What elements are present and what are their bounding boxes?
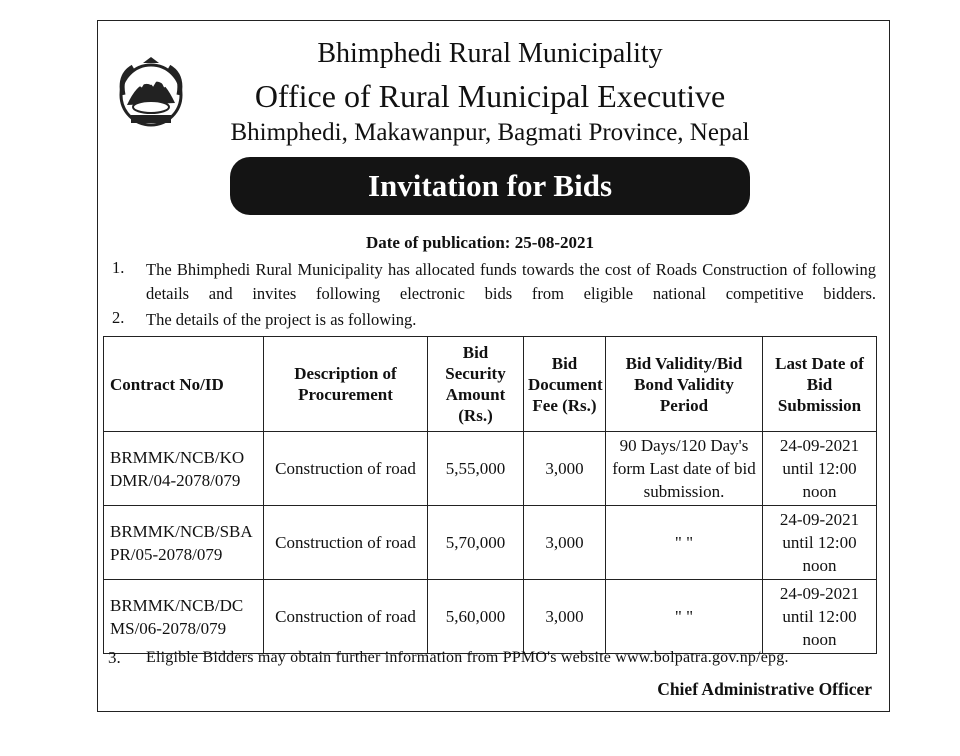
column-header: Bid Document Fee (Rs.) [524, 337, 606, 432]
point-text: The details of the project is as following. [146, 310, 417, 329]
office-address: Bhimphedi, Makawanpur, Bagmati Province, Nepal [230, 119, 750, 146]
bid-details-table [103, 336, 877, 654]
table-row [104, 506, 877, 580]
publication-date: Date of publication: 25-08-2021 [365, 233, 595, 252]
bid-security: 5,70,000 [428, 506, 524, 580]
contract-id: BRMMK/NCB/KO DMR/04-2078/079 [104, 432, 264, 506]
office-name: Office of Rural Municipal Executive [254, 78, 726, 114]
procurement-description: Construction of road [264, 506, 428, 580]
document-fee: 3,000 [524, 506, 606, 580]
document-fee: 3,000 [524, 580, 606, 654]
point-text: details and invites following electronic bids from eligible national competitive bidders. [146, 284, 876, 303]
column-header: Description of Procurement [264, 337, 428, 432]
point-number: 1. [112, 258, 125, 277]
table-header-row [104, 337, 877, 432]
table-row [104, 432, 877, 506]
point-text: The Bhimphedi Rural Municipality has allocated funds towards the cost of Roads Construction of following [146, 260, 876, 279]
column-header: Bid Security Amount (Rs.) [428, 337, 524, 432]
bid-security: 5,60,000 [428, 580, 524, 654]
column-header: Last Date of Bid Submission [763, 337, 877, 432]
submission-deadline: 24-09-2021 until 12:00 noon [763, 432, 877, 506]
bid-security: 5,55,000 [428, 432, 524, 506]
procurement-description: Construction of road [264, 580, 428, 654]
signatory-title: Chief Administrative Officer [657, 679, 872, 699]
validity-period: 90 Days/120 Day's form Last date of bid submission. [606, 432, 763, 506]
document-fee: 3,000 [524, 432, 606, 506]
procurement-description: Construction of road [264, 432, 428, 506]
point-text: Eligible Bidders may obtain further information from PPMO's website www.bolpatra.gov.np/epg. [146, 649, 789, 666]
point-number: 3. [108, 648, 121, 667]
point-number: 2. [112, 308, 125, 327]
column-header: Bid Validity/Bid Bond Validity Period [606, 337, 763, 432]
validity-period: " " [606, 580, 763, 654]
table-row [104, 580, 877, 654]
validity-period: " " [606, 506, 763, 580]
notice-title-banner: Invitation for Bids [230, 157, 750, 215]
submission-deadline: 24-09-2021 until 12:00 noon [763, 580, 877, 654]
submission-deadline: 24-09-2021 until 12:00 noon [763, 506, 877, 580]
contract-id: BRMMK/NCB/DC MS/06-2078/079 [104, 580, 264, 654]
municipality-name: Bhimphedi Rural Municipality [317, 38, 663, 69]
column-header: Contract No/ID [104, 337, 264, 432]
contract-id: BRMMK/NCB/SBA PR/05-2078/079 [104, 506, 264, 580]
nepal-emblem-icon [113, 55, 189, 131]
